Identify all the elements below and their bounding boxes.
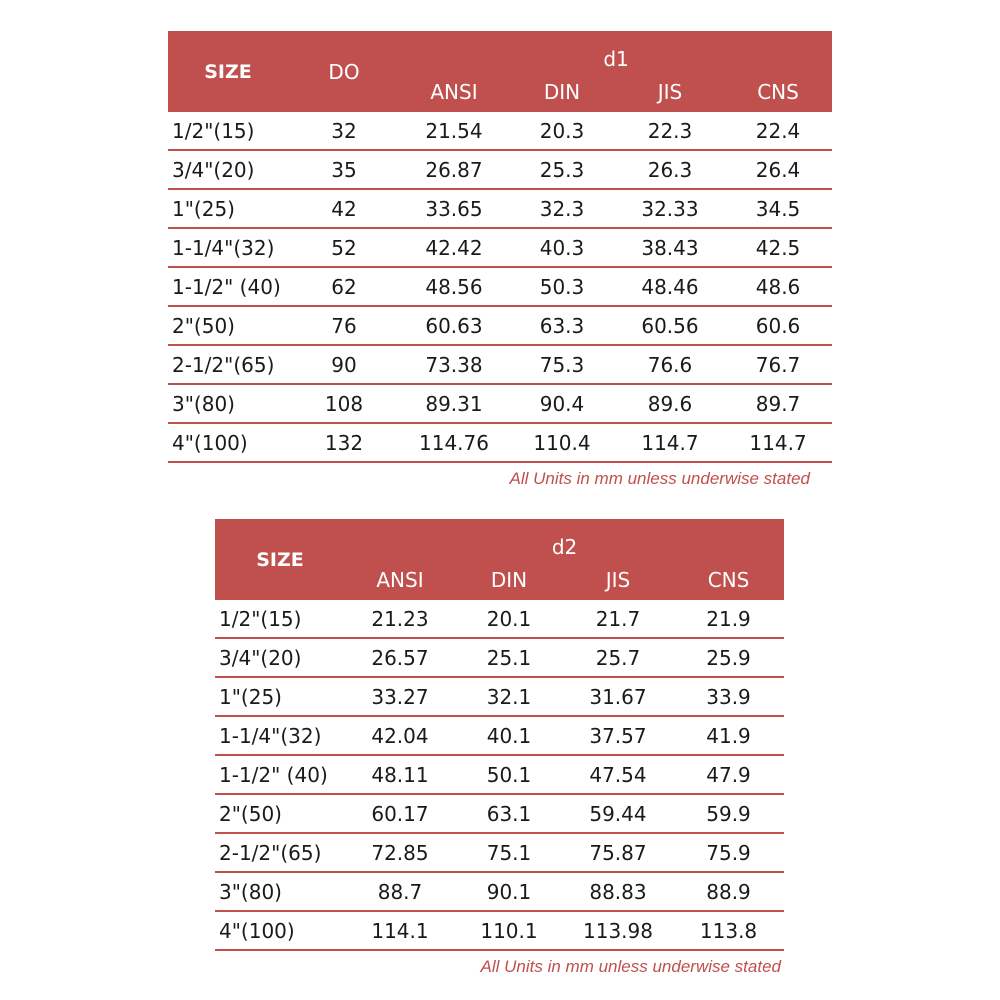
table-row: [215, 600, 784, 638]
size-cell: 3"(80): [168, 384, 288, 423]
value-cell: 31.67: [563, 677, 673, 716]
value-cell: 73.38: [400, 345, 508, 384]
din-column-header: DIN: [508, 73, 616, 112]
value-cell: 60.17: [345, 794, 455, 833]
value-cell: 47.54: [563, 755, 673, 794]
value-cell: 62: [288, 267, 400, 306]
value-cell: 32.3: [508, 189, 616, 228]
value-cell: 21.23: [345, 600, 455, 638]
value-cell: 50.3: [508, 267, 616, 306]
size-cell: 1-1/4"(32): [168, 228, 288, 267]
value-cell: 75.9: [673, 833, 784, 872]
value-cell: 26.87: [400, 150, 508, 189]
value-cell: 75.1: [455, 833, 563, 872]
value-cell: 60.63: [400, 306, 508, 345]
table-row: [168, 345, 832, 384]
size-cell: 1/2"(15): [168, 112, 288, 150]
cns-column-header: CNS: [724, 73, 832, 112]
table-body: [168, 112, 832, 462]
value-cell: 25.3: [508, 150, 616, 189]
value-cell: 63.3: [508, 306, 616, 345]
value-cell: 40.1: [455, 716, 563, 755]
table-row: [168, 228, 832, 267]
size-column-header: SIZE: [168, 31, 288, 112]
value-cell: 88.9: [673, 872, 784, 911]
ansi-column-header: ANSI: [400, 73, 508, 112]
cns-column-header: CNS: [673, 561, 784, 600]
size-cell: 3"(80): [215, 872, 345, 911]
value-cell: 90.4: [508, 384, 616, 423]
value-cell: 113.98: [563, 911, 673, 950]
value-cell: 50.1: [455, 755, 563, 794]
value-cell: 21.7: [563, 600, 673, 638]
value-cell: 32.1: [455, 677, 563, 716]
value-cell: 110.1: [455, 911, 563, 950]
table-row: [215, 716, 784, 755]
table-row: [215, 872, 784, 911]
table-row: [168, 384, 832, 423]
size-cell: 1"(25): [168, 189, 288, 228]
value-cell: 26.4: [724, 150, 832, 189]
value-cell: 35: [288, 150, 400, 189]
value-cell: 33.27: [345, 677, 455, 716]
size-cell: 3/4"(20): [168, 150, 288, 189]
value-cell: 59.9: [673, 794, 784, 833]
value-cell: 37.57: [563, 716, 673, 755]
size-cell: 1-1/2" (40): [215, 755, 345, 794]
table-header: [215, 519, 784, 600]
value-cell: 76: [288, 306, 400, 345]
value-cell: 25.7: [563, 638, 673, 677]
value-cell: 89.6: [616, 384, 724, 423]
size-cell: 1-1/2" (40): [168, 267, 288, 306]
value-cell: 114.7: [616, 423, 724, 462]
size-cell: 2"(50): [215, 794, 345, 833]
table-row: [215, 755, 784, 794]
size-cell: 1"(25): [215, 677, 345, 716]
value-cell: 42: [288, 189, 400, 228]
value-cell: 21.54: [400, 112, 508, 150]
table-body: [215, 600, 784, 950]
table-row: [168, 150, 832, 189]
value-cell: 90.1: [455, 872, 563, 911]
value-cell: 26.57: [345, 638, 455, 677]
value-cell: 114.76: [400, 423, 508, 462]
value-cell: 20.1: [455, 600, 563, 638]
table-row: [168, 189, 832, 228]
size-cell: 1/2"(15): [215, 600, 345, 638]
table-row: [168, 267, 832, 306]
value-cell: 48.46: [616, 267, 724, 306]
value-cell: 22.4: [724, 112, 832, 150]
value-cell: 21.9: [673, 600, 784, 638]
value-cell: 114.1: [345, 911, 455, 950]
value-cell: 20.3: [508, 112, 616, 150]
value-cell: 42.5: [724, 228, 832, 267]
table-row: [168, 423, 832, 462]
value-cell: 88.83: [563, 872, 673, 911]
do-column-header: DO: [288, 31, 400, 112]
table-row: [215, 911, 784, 950]
value-cell: 110.4: [508, 423, 616, 462]
table-row: [215, 638, 784, 677]
units-note: All Units in mm unless underwise stated: [480, 957, 781, 976]
table-header: [168, 31, 832, 112]
table-row: [215, 794, 784, 833]
value-cell: 72.85: [345, 833, 455, 872]
size-cell: 1-1/4"(32): [215, 716, 345, 755]
value-cell: 108: [288, 384, 400, 423]
table-row: [215, 677, 784, 716]
value-cell: 41.9: [673, 716, 784, 755]
value-cell: 48.6: [724, 267, 832, 306]
value-cell: 113.8: [673, 911, 784, 950]
size-cell: 4"(100): [168, 423, 288, 462]
value-cell: 33.9: [673, 677, 784, 716]
value-cell: 32: [288, 112, 400, 150]
value-cell: 76.7: [724, 345, 832, 384]
d1-group-header: d1: [400, 31, 832, 73]
value-cell: 60.56: [616, 306, 724, 345]
size-cell: 4"(100): [215, 911, 345, 950]
d2-group-header: d2: [345, 519, 784, 561]
value-cell: 42.42: [400, 228, 508, 267]
size-column-header: SIZE: [215, 519, 345, 600]
value-cell: 59.44: [563, 794, 673, 833]
value-cell: 38.43: [616, 228, 724, 267]
d1-dimensions-table: [168, 31, 832, 463]
value-cell: 40.3: [508, 228, 616, 267]
value-cell: 26.3: [616, 150, 724, 189]
jis-column-header: JIS: [616, 73, 724, 112]
table-row: [168, 112, 832, 150]
value-cell: 42.04: [345, 716, 455, 755]
value-cell: 22.3: [616, 112, 724, 150]
value-cell: 25.9: [673, 638, 784, 677]
value-cell: 34.5: [724, 189, 832, 228]
table-row: [168, 306, 832, 345]
size-cell: 2-1/2"(65): [215, 833, 345, 872]
value-cell: 60.6: [724, 306, 832, 345]
value-cell: 132: [288, 423, 400, 462]
value-cell: 63.1: [455, 794, 563, 833]
value-cell: 75.87: [563, 833, 673, 872]
value-cell: 75.3: [508, 345, 616, 384]
value-cell: 48.56: [400, 267, 508, 306]
value-cell: 114.7: [724, 423, 832, 462]
value-cell: 48.11: [345, 755, 455, 794]
value-cell: 88.7: [345, 872, 455, 911]
value-cell: 25.1: [455, 638, 563, 677]
value-cell: 89.31: [400, 384, 508, 423]
ansi-column-header: ANSI: [345, 561, 455, 600]
size-cell: 2"(50): [168, 306, 288, 345]
size-cell: 3/4"(20): [215, 638, 345, 677]
value-cell: 33.65: [400, 189, 508, 228]
units-note: All Units in mm unless underwise stated: [509, 469, 810, 488]
value-cell: 32.33: [616, 189, 724, 228]
value-cell: 89.7: [724, 384, 832, 423]
value-cell: 76.6: [616, 345, 724, 384]
table-row: [215, 833, 784, 872]
value-cell: 47.9: [673, 755, 784, 794]
value-cell: 90: [288, 345, 400, 384]
d2-dimensions-table: [215, 519, 784, 951]
jis-column-header: JIS: [563, 561, 673, 600]
din-column-header: DIN: [455, 561, 563, 600]
value-cell: 52: [288, 228, 400, 267]
size-cell: 2-1/2"(65): [168, 345, 288, 384]
